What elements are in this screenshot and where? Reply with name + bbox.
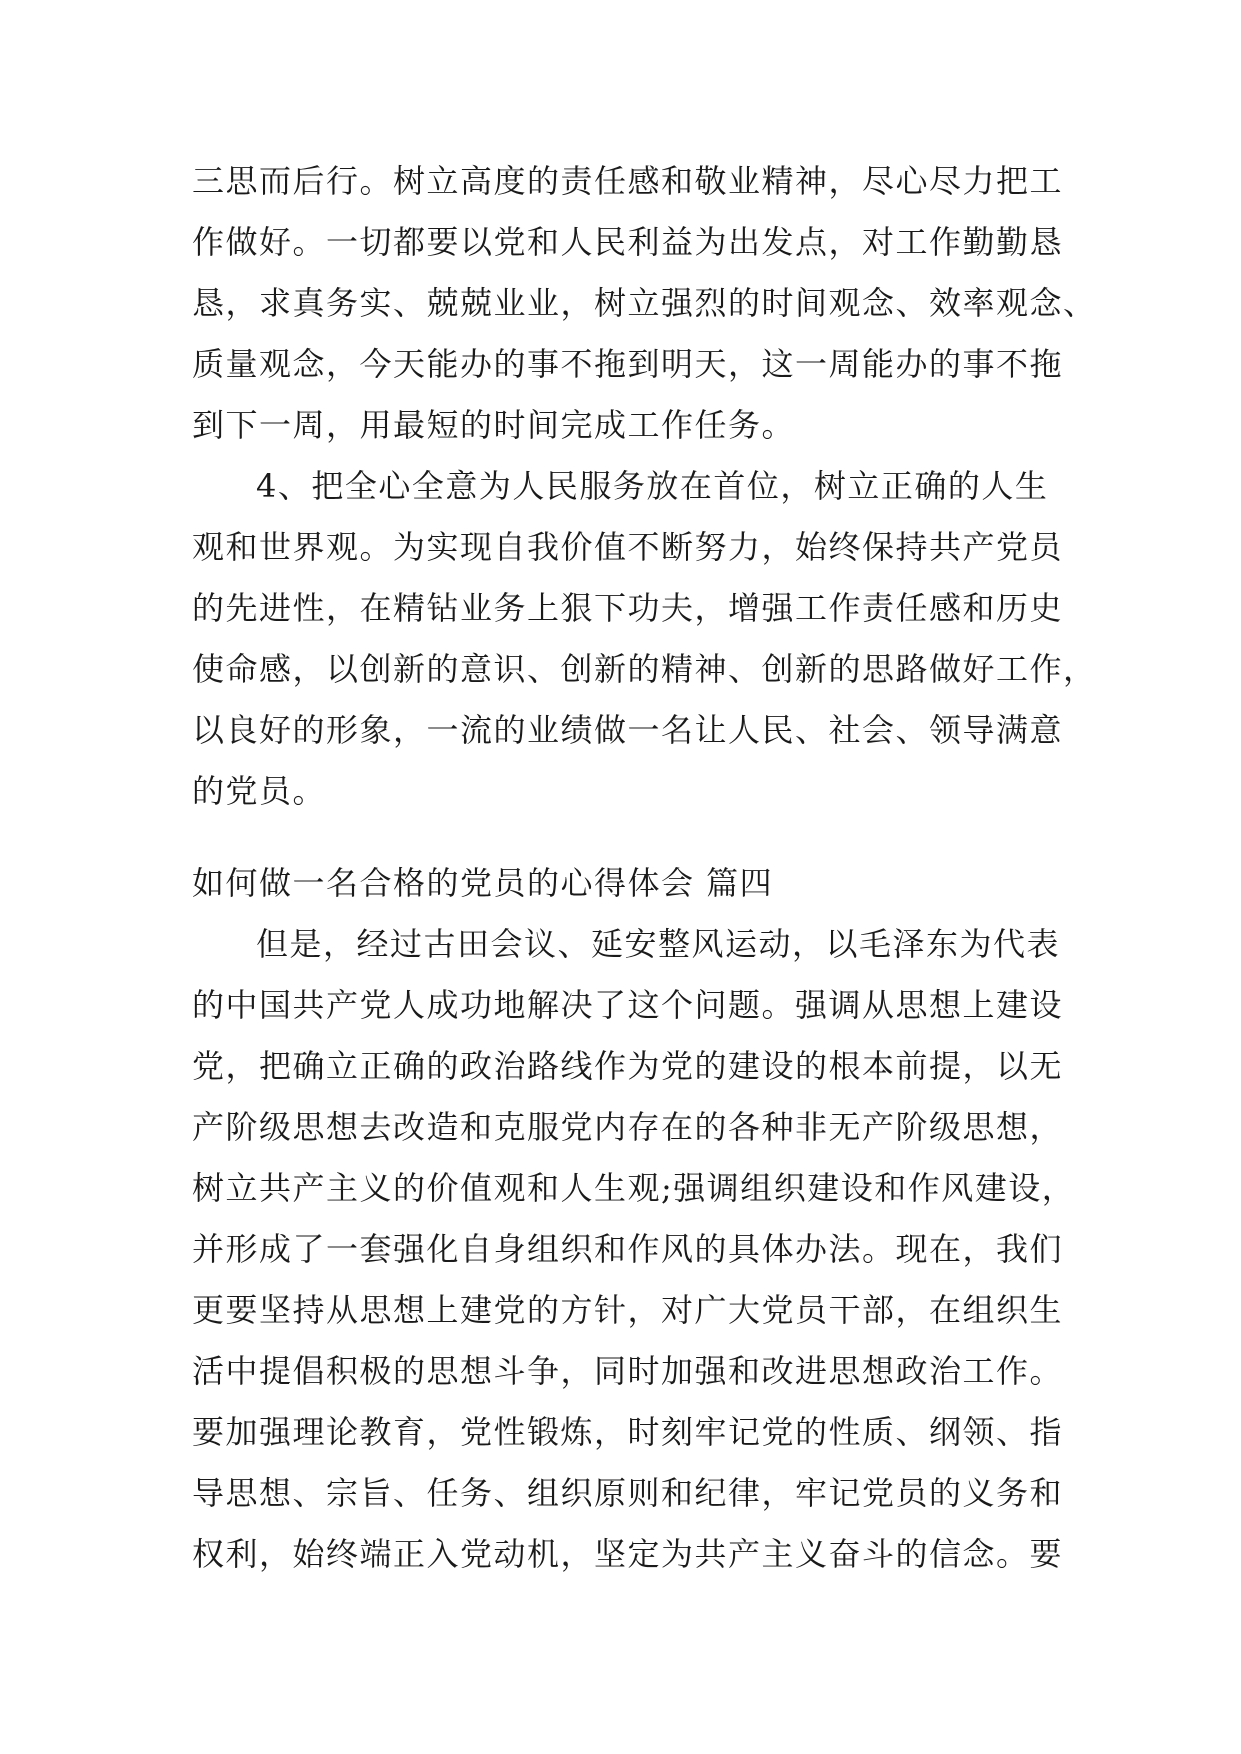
text-line: 但是，经过古田会议、延安整风运动，以毛泽东为代表 xyxy=(256,925,1061,963)
text-line: 更要坚持从思想上建党的方针，对广大党员干部，在组织生 xyxy=(192,1291,1064,1329)
text-line: 的先进性，在精钻业务上狠下功夫，增强工作责任感和历史 xyxy=(192,589,1064,627)
text-line: 质量观念，今天能办的事不拖到明天，这一周能办的事不拖 xyxy=(192,345,1064,383)
text-line: 的中国共产党人成功地解决了这个问题。强调从思想上建设 xyxy=(192,986,1064,1024)
paragraph-section-four xyxy=(192,914,1076,1585)
text-line: 树立共产主义的价值观和人生观;强调组织建设和作风建设， xyxy=(192,1169,1076,1207)
paragraph-section-three-continued xyxy=(192,151,1097,456)
text-line: 要加强理论教育，党性锻炼，时刻牢记党的性质、纲领、指 xyxy=(192,1413,1064,1451)
text-line: 的党员。 xyxy=(192,772,327,810)
text-line: 作做好。一切都要以党和人民利益为出发点，对工作勤勤恳 xyxy=(192,223,1064,261)
paragraph-point-four xyxy=(192,456,1097,822)
text-line: 权利，始终端正入党动机，坚定为共产主义奋斗的信念。要 xyxy=(192,1535,1064,1573)
text-line: 三思而后行。树立高度的责任感和敬业精神，尽心尽力把工 xyxy=(192,162,1064,200)
text-line: 党，把确立正确的政治路线作为党的建设的根本前提，以无 xyxy=(192,1047,1064,1085)
text-line: 以良好的形象，一流的业绩做一名让人民、社会、领导满意 xyxy=(192,711,1064,749)
section-four-title: 如何做一名合格的党员的心得体会 篇四 xyxy=(192,864,774,902)
text-line: 恳，求真务实、兢兢业业，树立强烈的时间观念、效率观念、 xyxy=(192,284,1097,322)
text-line: 使命感，以创新的意识、创新的精神、创新的思路做好工作， xyxy=(192,650,1097,688)
section-heading xyxy=(192,853,1052,914)
text-line: 并形成了一套强化自身组织和作风的具体办法。现在，我们 xyxy=(192,1230,1064,1268)
text-line: 4、把全心全意为人民服务放在首位，树立正确的人生 xyxy=(256,467,1049,505)
text-line: 观和世界观。为实现自我价值不断努力，始终保持共产党员 xyxy=(192,528,1064,566)
text-line: 活中提倡积极的思想斗争，同时加强和改进思想政治工作。 xyxy=(192,1352,1064,1390)
text-line: 产阶级思想去改造和克服党内存在的各种非无产阶级思想， xyxy=(192,1108,1064,1146)
text-line: 到下一周，用最短的时间完成工作任务。 xyxy=(192,406,796,444)
text-line: 导思想、宗旨、任务、组织原则和纪律，牢记党员的义务和 xyxy=(192,1474,1064,1512)
